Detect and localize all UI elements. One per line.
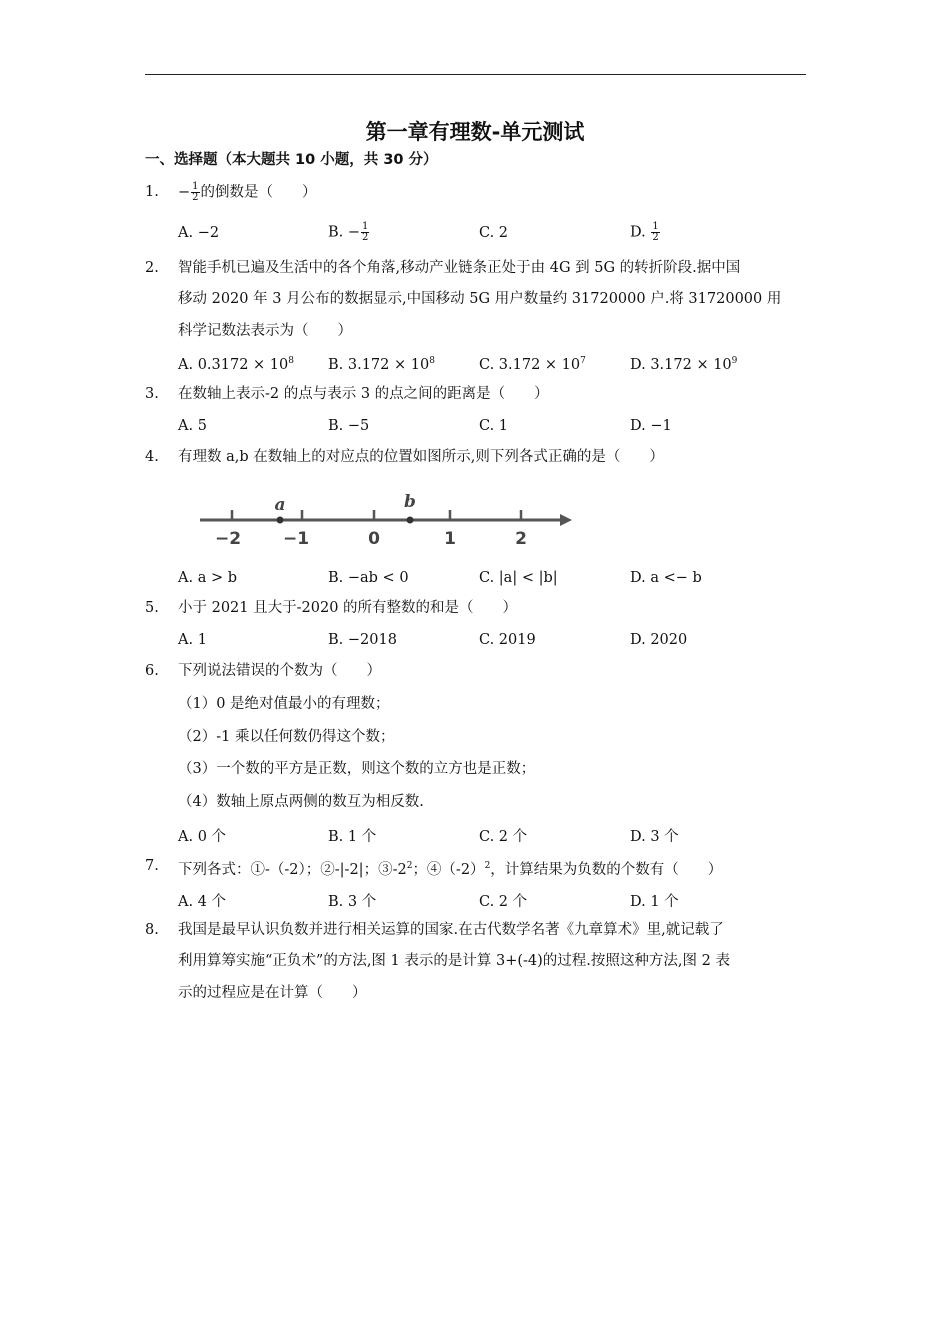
q1-stem: − $\frac{1}{2}$ 的倒数是（ ） (178, 181, 317, 203)
point-a (277, 517, 284, 524)
q2-line-1: 智能手机已遍及生活中的各个角落,移动产业链条正处于由 4G 到 5G 的转折阶段.据中国 (178, 260, 741, 276)
tick-label-1: 1 (444, 529, 456, 549)
q6-statement-3: （3）一个数的平方是正数，则这个数的立方也是正数； (178, 761, 536, 777)
q8-line-3: 示的过程应是在计算（ ） (178, 985, 367, 1001)
q6-statement-2: （2）-1 乘以任何数仍得这个数； (178, 729, 395, 745)
point-b (407, 517, 414, 524)
q6-statement-4: （4）数轴上原点两侧的数互为相反数. (178, 794, 424, 810)
q8-number: 8. (145, 922, 159, 938)
q6-option-a[interactable]: A. 0 个 (178, 829, 227, 845)
page-title: 第一章有理数-单元测试 (365, 120, 585, 144)
label-a: a (274, 495, 286, 515)
q2-option-a[interactable]: A. $0.3172 \times 10^8$ (178, 356, 294, 373)
q2-line-3: 科学记数法表示为（ ） (178, 323, 352, 339)
tick-label-minus-1: −1 (282, 529, 310, 549)
q4-option-b[interactable]: B. −ab < 0 (328, 570, 409, 586)
q2-option-d[interactable]: D. $3.172 \times 10^9$ (630, 356, 738, 373)
q1-number: 1. (145, 184, 159, 200)
header-rule (145, 74, 806, 75)
q7-number: 7. (145, 858, 159, 874)
q4-option-d[interactable]: D. a <− b (630, 570, 702, 586)
q5-option-d[interactable]: D. 2020 (630, 632, 688, 648)
q1-option-a[interactable]: A. −2 (178, 225, 220, 241)
q5-option-c[interactable]: C. 2019 (479, 632, 536, 648)
q6-number: 6. (145, 663, 159, 679)
label-b: b (404, 492, 416, 512)
q1-fraction: $\frac{1}{2}$ (192, 181, 199, 203)
axis-arrow-icon (560, 514, 572, 526)
q7-option-b[interactable]: B. 3 个 (328, 894, 377, 910)
q7-option-a[interactable]: A. 4 个 (178, 894, 227, 910)
tick-label-minus-2: −2 (214, 529, 242, 549)
q4-option-c[interactable]: C. |a| < |b| (479, 570, 558, 586)
q1-option-c[interactable]: C. 2 (479, 225, 509, 241)
q4-number: 4. (145, 449, 159, 465)
q1-option-b[interactable]: B. − $\frac{1}{2}$ (328, 221, 369, 243)
q7-option-c[interactable]: C. 2 个 (479, 894, 528, 910)
q2-option-c[interactable]: C. $3.172 \times 10^7$ (479, 356, 586, 373)
q5-stem: 小于 2021 且大于-2020 的所有整数的和是（ ） (178, 600, 518, 616)
q5-option-a[interactable]: A. 1 (178, 632, 207, 648)
q8-line-1: 我国是最早认识负数并进行相关运算的国家.在古代数学名著《九章算术》里,就记载了 (178, 922, 724, 938)
q3-number: 3. (145, 386, 159, 402)
q3-option-b[interactable]: B. −5 (328, 418, 370, 434)
q6-option-c[interactable]: C. 2 个 (479, 829, 528, 845)
number-line-figure (196, 488, 576, 552)
q3-option-c[interactable]: C. 1 (479, 418, 509, 434)
tick-label-0: 0 (368, 529, 380, 549)
q3-option-d[interactable]: D. −1 (630, 418, 672, 434)
q3-option-a[interactable]: A. 5 (178, 418, 207, 434)
q6-option-b[interactable]: B. 1 个 (328, 829, 377, 845)
q8-line-2: 利用算筹实施“正负术”的方法,图 1 表示的是计算 3+(-4)的过程.按照这种方法,图 2 表 (178, 953, 730, 969)
q7-option-d[interactable]: D. 1 个 (630, 894, 679, 910)
q6-option-d[interactable]: D. 3 个 (630, 829, 679, 845)
q1-option-d[interactable]: D. $\frac{1}{2}$ (630, 221, 659, 243)
q5-option-b[interactable]: B. −2018 (328, 632, 397, 648)
section-heading: 一、选择题（本大题共 10 小题，共 30 分） (145, 152, 438, 168)
q4-option-a[interactable]: A. a > b (178, 570, 237, 586)
q5-number: 5. (145, 600, 159, 616)
q2-option-b[interactable]: B. $3.172 \times 10^8$ (328, 356, 435, 373)
q7-stem: 下列各式：①-（-2）；②-|-2|；$③-2^2$；$④(-2)^2$，计算结果为负数的个数有（ ） (178, 861, 723, 878)
tick-label-2: 2 (515, 529, 527, 549)
q6-statement-1: （1）0 是绝对值最小的有理数； (178, 696, 390, 712)
q6-stem: 下列说法错误的个数为（ ） (178, 663, 381, 679)
q4-number-line (196, 488, 576, 552)
q2-line-2: 移动 2020 年 3 月公布的数据显示,中国移动 5G 用户数量约 31720000 户.将 31720000 用 (178, 291, 782, 307)
q4-stem: 有理数 a,b 在数轴上的对应点的位置如图所示,则下列各式正确的是（ ） (178, 449, 664, 465)
q3-stem: 在数轴上表示-2 的点与表示 3 的点之间的距离是（ ） (178, 386, 549, 402)
q2-number: 2. (145, 260, 159, 276)
